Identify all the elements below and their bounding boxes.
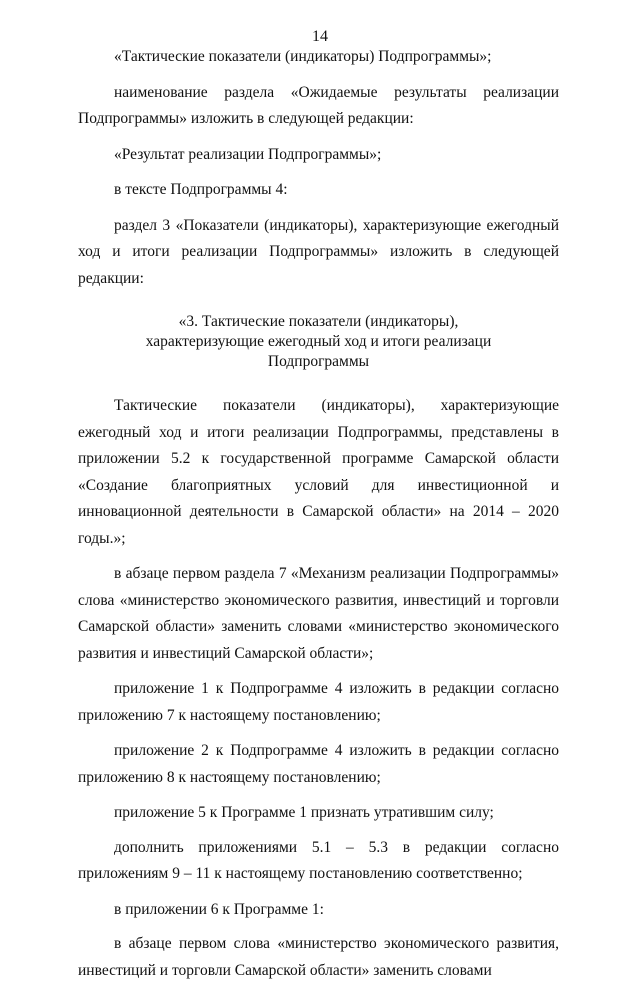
paragraph: приложение 1 к Подпрограмме 4 изложить в редакции согласно приложению 7 к настоящему постановлению; <box>78 680 559 724</box>
section-heading-line: Подпрограммы <box>267 353 370 370</box>
paragraph: приложение 2 к Подпрограмме 4 изложить в редакции согласно приложению 8 к настоящему постановлению; <box>78 742 559 786</box>
paragraph: приложение 5 к Программе 1 признать утратившим силу; <box>114 804 494 821</box>
paragraph: в абзаце первом слова «министерство экономического развития, инвестиций и торговли Самарской области» заменить словами <box>78 935 559 979</box>
section-heading-line: характеризующие ежегодный ход и итоги реализаци <box>145 333 492 350</box>
paragraph: в абзаце первом раздела 7 «Механизм реализации Подпрограммы» слова «министерство экономического развития, инвестиций и торговли Самарской области» заменить словами «министерство экономического развития и инвестиций Самарской области»; <box>78 565 559 662</box>
paragraph: «Результат реализации Подпрограммы»; <box>114 145 382 163</box>
paragraph: раздел 3 «Показатели (индикаторы), характеризующие ежегодный ход и итоги реализации Подпрограммы» изложить в следующей редакции: <box>78 216 559 287</box>
document-body <box>78 44 559 993</box>
paragraph: наименование раздела «Ожидаемые результаты реализации Подпрограммы» изложить в следующей редакции: <box>78 83 559 127</box>
paragraph: Тактические показатели (индикаторы), характеризующие ежегодный ход и итоги реализации Подпрограммы, представлены в приложении 5.2 к государственной программе Самарской области «Создание благоприятных условий для инвестиционной и инновационной деятельности в Самарской области» на 2014 – 2020 годы.»; <box>78 397 559 547</box>
paragraph: в приложении 6 к Программе 1: <box>114 900 324 918</box>
page-number: 14 <box>312 28 328 45</box>
paragraph: дополнить приложениями 5.1 – 5.3 в редакции согласно приложениям 9 – 11 к настоящему постановлению соответственно; <box>78 838 559 882</box>
paragraph: в тексте Подпрограммы 4: <box>114 181 288 198</box>
section-heading-line: «3. Тактические показатели (индикаторы), <box>178 313 459 330</box>
section-heading <box>78 312 559 372</box>
paragraph: «Тактические показатели (индикаторы) Подпрограммы»; <box>114 48 492 65</box>
